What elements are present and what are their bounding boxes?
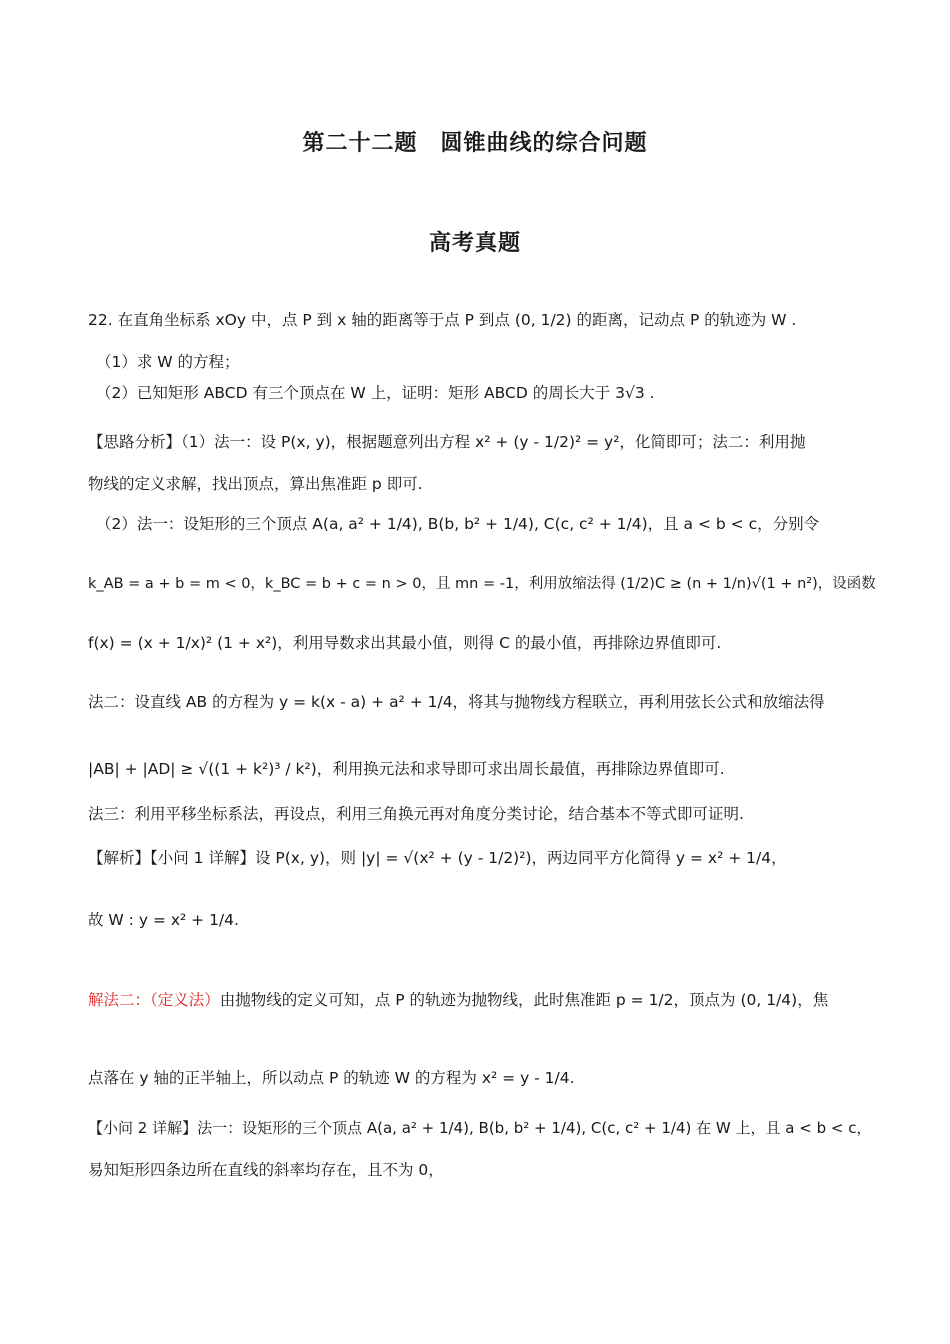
problem-stem: 22. 在直角坐标系 xOy 中，点 P 到 x 轴的距离等于点 P 到点 (0, 1/2) 的距离，记动点 P 的轨迹为 W . <box>88 311 797 329</box>
solution-part2-line2: 易知矩形四条边所在直线的斜率均存在，且不为 0， <box>88 1161 444 1179</box>
section-subtitle: 高考真题 <box>428 231 521 256</box>
analysis-line1: 【思路分析】（1）法一：设 P(x, y)，根据题意列出方程 x² + (y - 1/2)² = y²，化简即可；法二：利用抛 <box>88 433 806 451</box>
method2-label: 解法二：（定义法） <box>88 991 220 1009</box>
analysis-line4: k_AB = a + b = m < 0，k_BC = b + c = n > 0，且 mn = -1，利用放缩法得 (1/2)C ≥ (n + 1/n)√(1 + n²)，设函数 <box>88 576 876 592</box>
solution-part2-line1: 【小问 2 详解】法一：设矩形的三个顶点 A(a, a² + 1/4), B(b, b² + 1/4), C(c, c² + 1/4) 在 W 上，且 a < b < c， <box>88 1119 872 1137</box>
page-title: 第二十二题 圆锥曲线的综合问题 <box>302 131 648 156</box>
analysis-line7: |AB| + |AD| ≥ √((1 + k²)³ / k²)，利用换元法和求导即可求出周长最值，再排除边界值即可. <box>88 760 725 778</box>
analysis-line6: 法二：设直线 AB 的方程为 y = k(x - a) + a² + 1/4，将其与抛物线方程联立，再利用弦长公式和放缩法得 <box>88 693 825 711</box>
analysis-line5: f(x) = (x + 1/x)² (1 + x²)，利用导数求出其最小值，则得 C 的最小值，再排除边界值即可. <box>88 634 722 652</box>
problem-part2: （2）已知矩形 ABCD 有三个顶点在 W 上，证明：矩形 ABCD 的周长大于 3√3 . <box>96 384 655 402</box>
analysis-line8: 法三：利用平移坐标系法，再设点，利用三角换元再对角度分类讨论，结合基本不等式即可证明. <box>88 805 744 823</box>
solution-line1: 【解析】【小问 1 详解】设 P(x, y)，则 |y| = √(x² + (y - 1/2)²)，两边同平方化简得 y = x² + 1/4， <box>88 849 787 867</box>
analysis-line2: 物线的定义求解，找出顶点，算出焦准距 p 即可. <box>88 475 423 493</box>
analysis-line3: （2）法一：设矩形的三个顶点 A(a, a² + 1/4), B(b, b² + 1/4), C(c, c² + 1/4)，且 a < b < c，分别令 <box>96 515 820 533</box>
method2-text: 由抛物线的定义可知，点 P 的轨迹为抛物线，此时焦准距 p = 1/2，顶点为 (0, 1/4)，焦 <box>219 991 829 1009</box>
problem-part1: （1）求 W 的方程； <box>96 353 240 371</box>
solution-method2 <box>88 988 870 1012</box>
solution-method2-line2: 点落在 y 轴的正半轴上，所以动点 P 的轨迹 W 的方程为 x² = y - 1/4. <box>88 1069 575 1087</box>
solution-line2: 故 W : y = x² + 1/4. <box>88 911 239 929</box>
